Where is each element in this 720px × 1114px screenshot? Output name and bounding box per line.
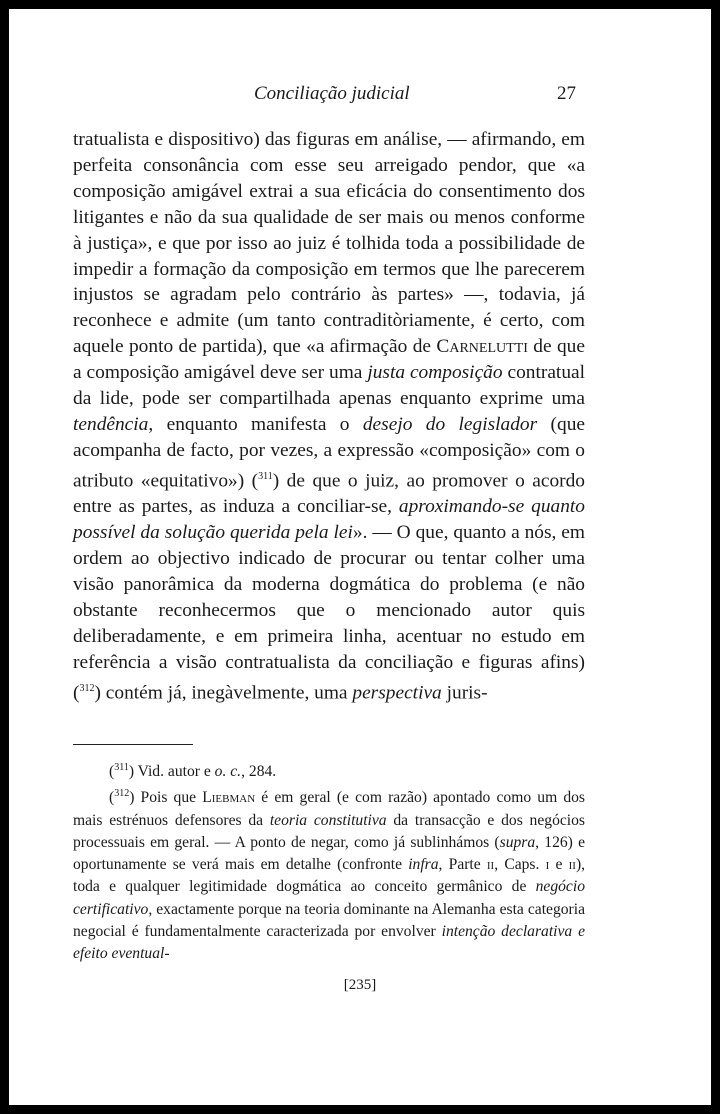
text-run: , Parte bbox=[438, 856, 487, 874]
footnote-marker: 312 bbox=[114, 788, 130, 800]
italic-run: teoria constitutiva bbox=[269, 811, 387, 829]
page-number: 27 bbox=[557, 83, 576, 104]
text-run: ) contém já, inegàvelmente, uma bbox=[94, 681, 353, 703]
running-title: Conciliação judicial bbox=[254, 83, 410, 104]
roman-numeral: ii bbox=[568, 856, 576, 874]
author-name: Liebman bbox=[202, 789, 256, 807]
footnote-311 bbox=[73, 757, 585, 783]
text-run: juris- bbox=[441, 681, 488, 703]
text-run: de que a composição amigável deve ser uma bbox=[73, 336, 585, 384]
italic-run: intenção declarativa e efeito eventual- bbox=[73, 922, 585, 962]
footnote-ref-312[interactable]: 312 bbox=[79, 682, 95, 694]
footnote-312 bbox=[73, 783, 585, 965]
italic-run: infra bbox=[408, 856, 439, 874]
paragraph bbox=[73, 127, 585, 706]
text-run: , 284. bbox=[241, 763, 277, 781]
text-run: , Caps. bbox=[494, 856, 546, 874]
roman-numeral: i bbox=[545, 856, 550, 874]
footnote-marker: 311 bbox=[114, 762, 129, 773]
italic-run: desejo do legislador bbox=[362, 413, 538, 435]
page-header bbox=[9, 83, 711, 113]
text-run: ), toda e qualquer legitimidade dogmática ao conceito germânico de bbox=[73, 856, 586, 896]
italic-run: perspectiva bbox=[352, 681, 442, 703]
text-run: ( bbox=[109, 763, 115, 781]
text-run: ) de que o juiz, ao promover o acordo entre as partes, as induza a conciliar-se, bbox=[73, 470, 586, 518]
text-run: ». — O que, quanto a nós, em ordem ao objectivo indicado de procurar ou tentar colher uma visão panorâmica da moderna dogmática do problema (e não obstante reconhecermos que o mencionado autor quis deliberadamente, e em primeira linha, acentuar no estudo em referência a visão contratualista da conciliação e figuras afins) ( bbox=[73, 522, 585, 703]
italic-run: o. c. bbox=[214, 763, 242, 781]
text-run: (que acompanha de facto, por vezes, a expressão «composição» com o atributo «equitativo») ( bbox=[73, 413, 585, 492]
italic-run: negócio certificativo bbox=[73, 878, 585, 918]
text-run: , 126) e oportunamente se verá mais em detalhe (confronte bbox=[73, 833, 585, 874]
roman-numeral: ii bbox=[486, 856, 495, 874]
text-run: tratualista e dispositivo) das figuras em análise, — afirmando, em perfeita consonância com esse seu arreigado pendor, que «a composição amigável extrai a sua eficácia do consentimento dos litigantes e não da sua qualidade de ser mais ou menos conforme à justiça», e que por isso ao juiz é tolhida toda a possibilidade de impedir a formação da composição em termos que lhe parecerem injustos se agradam pelo contrário às partes» —, todavia, já reconhece e admite (um tanto contraditòriamente, é certo, com aquele ponto de partida), que «a afirmação de bbox=[73, 129, 585, 358]
text-run: ) Vid. autor e bbox=[128, 763, 215, 781]
italic-run: justa composição bbox=[367, 362, 503, 384]
main-text bbox=[73, 127, 585, 706]
italic-run: supra bbox=[499, 833, 536, 851]
text-run: , enquanto manifesta o bbox=[148, 413, 363, 435]
text-run: , exactamente porque na teoria dominante na Alemanha esta categoria negocial é fundamentalmente caracterizada por envolver bbox=[73, 900, 585, 940]
author-name: Carnelutti bbox=[436, 336, 528, 358]
text-run: ( bbox=[109, 789, 115, 807]
text-run: ) Pois que bbox=[129, 789, 203, 807]
text-run: da transacção e dos negócios processuais em geral. — A ponto de negar, como já sublinhámos ( bbox=[73, 811, 585, 851]
italic-run: aproximando-se quanto possível da solução querida pela lei bbox=[73, 496, 585, 544]
original-page-marker: [235] bbox=[343, 977, 377, 993]
text-run: e bbox=[549, 856, 569, 874]
text-run: é em geral (e com razão) apontado como um dos mais estrénuos defensores da bbox=[73, 789, 586, 829]
text-run: contratual da lide, pode ser compartilhada apenas enquanto exprime uma bbox=[73, 362, 586, 410]
footnotes bbox=[73, 757, 585, 965]
footnote-ref-311[interactable]: 311 bbox=[258, 470, 273, 482]
italic-run: tendência bbox=[73, 413, 149, 435]
footnote-divider bbox=[73, 744, 193, 745]
book-page bbox=[9, 9, 711, 1105]
